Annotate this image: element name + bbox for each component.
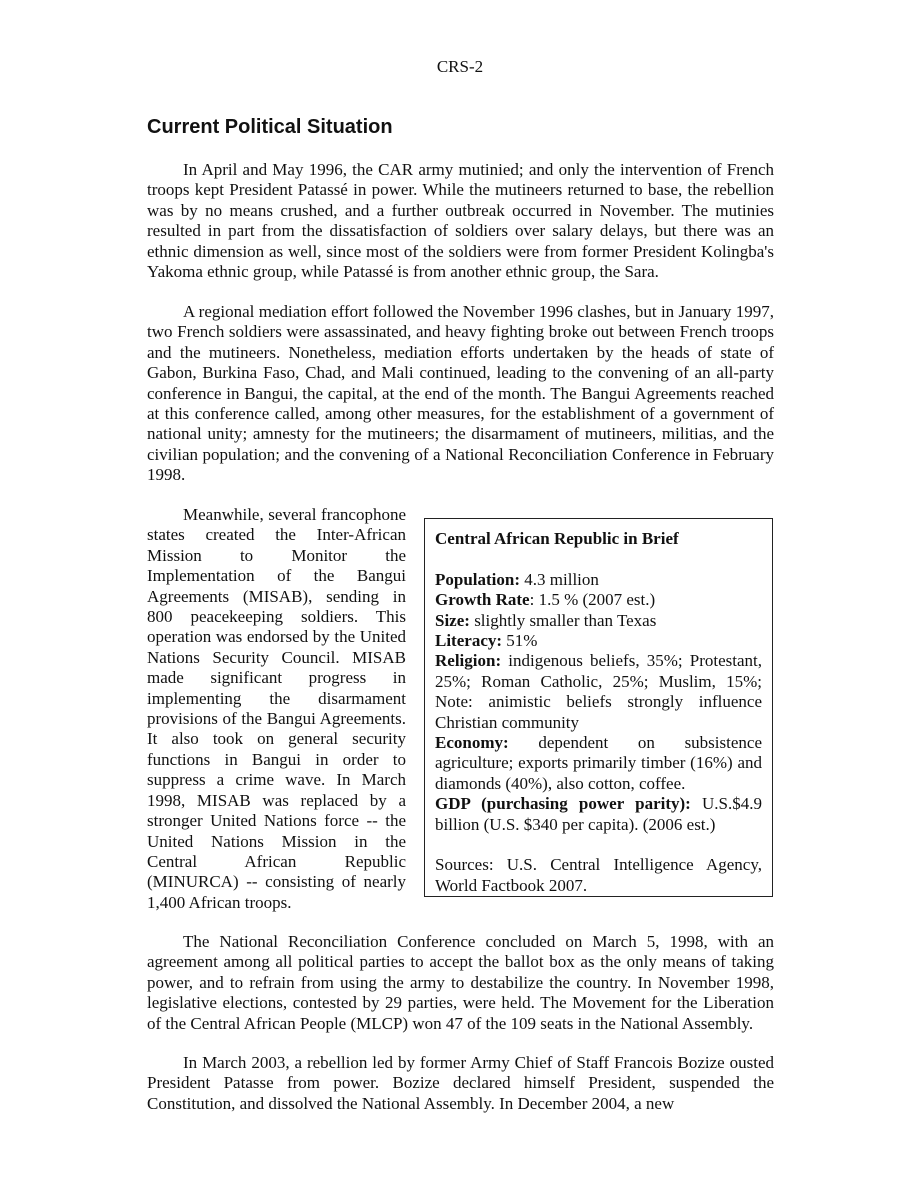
paragraph-misab: Meanwhile, several francophone states created the Inter-African Mission to Monitor the Implementation of the Bangui Agreements (MISAB), sending in 800 peacekeeping soldiers. This operation was endorsed by the United Nations Security Council. MISAB made significant progress in implementing the disarmament provisions of the Bangui Agreements. It also took on general security functions in Bangui in order to suppress a crime wave. In March 1998, MISAB was replaced by a stronger United Nations force -- the United Nations Mission in the Central African Republic (MINURCA) -- consisting of nearly 1,400 African troops.: [147, 505, 406, 912]
brief-size-label: Size:: [435, 610, 470, 630]
brief-religion-label: Religion:: [435, 651, 502, 671]
brief-size-value: slightly smaller than Texas: [469, 610, 657, 630]
paragraph-rebellion-2003: In March 2003, a rebellion led by former Army Chief of Staff Francois Bozize ousted President Patasse from power. Bozize declared himself President, suspended the Constitution, and dissolved the National Assembly. In December 2004, a new: [147, 1053, 774, 1113]
brief-population-value: 4.3 million: [520, 569, 599, 589]
brief-economy-label: Economy:: [435, 733, 509, 753]
brief-literacy: [435, 631, 762, 651]
paragraph-mutinies: In April and May 1996, the CAR army mutinied; and only the intervention of French troops kept President Patassé in power. While the mutineers returned to base, the rebellion was by no means crushed, and a further outbreak occurred in November. The mutinies resulted in part from the dissatisfaction of soldiers over salary delays, but there was an ethnic dimension as well, since most of the soldiers were from former President Kolingba's Yakoma ethnic group, while Patassé is from another ethnic group, the Sara.: [147, 160, 774, 282]
brief-growth-rate: [435, 590, 762, 610]
brief-economy-value: dependent on subsistence agriculture; exports primarily timber (16%) and diamonds (40%), also cotton, coffee.: [435, 733, 762, 793]
brief-economy: [435, 733, 762, 794]
brief-growth-value: : 1.5 % (2007 est.): [529, 590, 656, 610]
brief-population: [435, 570, 762, 590]
paragraph-reconciliation: The National Reconciliation Conference concluded on March 5, 1998, with an agreement among all political parties to accept the ballot box as the only means of taking power, and to refrain from using the army to destabilize the country. In November 1998, legislative elections, contested by 29 parties, were held. The Movement for the Liberation of the Central African People (MLCP) won 47 of the 109 seats in the National Assembly.: [147, 932, 774, 1033]
country-brief-box: [424, 518, 773, 897]
brief-gdp-value: U.S.$4.9 billion (U.S. $340 per capita). (2006 est.): [435, 794, 762, 834]
brief-title: Central African Republic in Brief: [435, 529, 679, 548]
brief-gdp: [435, 794, 762, 835]
brief-literacy-label: Literacy:: [435, 631, 503, 651]
section-heading: Current Political Situation: [147, 116, 393, 138]
brief-gdp-label: GDP (purchasing power parity):: [435, 794, 691, 814]
paragraph-mediation: A regional mediation effort followed the November 1996 clashes, but in January 1997, two French soldiers were assassinated, and heavy fighting broke out between French troops and the mutineers. Nonetheless, mediation efforts undertaken by the heads of state of Gabon, Burkina Faso, Chad, and Mali continued, leading to the convening of an all-party conference in Bangui, the capital, at the end of the month. The Bangui Agreements reached at this conference called, among other measures, for the establishment of a government of national unity; amnesty for the mutineers; the disarmament of mutineers, militias, and the civilian population; and the convening of a National Reconciliation Conference in February 1998.: [147, 302, 774, 485]
brief-sources: Sources: U.S. Central Intelligence Agency, World Factbook 2007.: [435, 855, 762, 895]
brief-literacy-value: 51%: [502, 631, 538, 651]
page-number: CRS-2: [436, 57, 484, 76]
brief-growth-label: Growth Rate: [435, 590, 530, 610]
brief-religion: [435, 651, 762, 733]
brief-religion-value: indigenous beliefs, 35%; Protestant, 25%; Roman Catholic, 25%; Muslim, 15%; Note: animistic beliefs strongly influence Christian community: [435, 651, 762, 732]
brief-population-label: Population:: [435, 569, 521, 589]
brief-size: [435, 611, 762, 631]
